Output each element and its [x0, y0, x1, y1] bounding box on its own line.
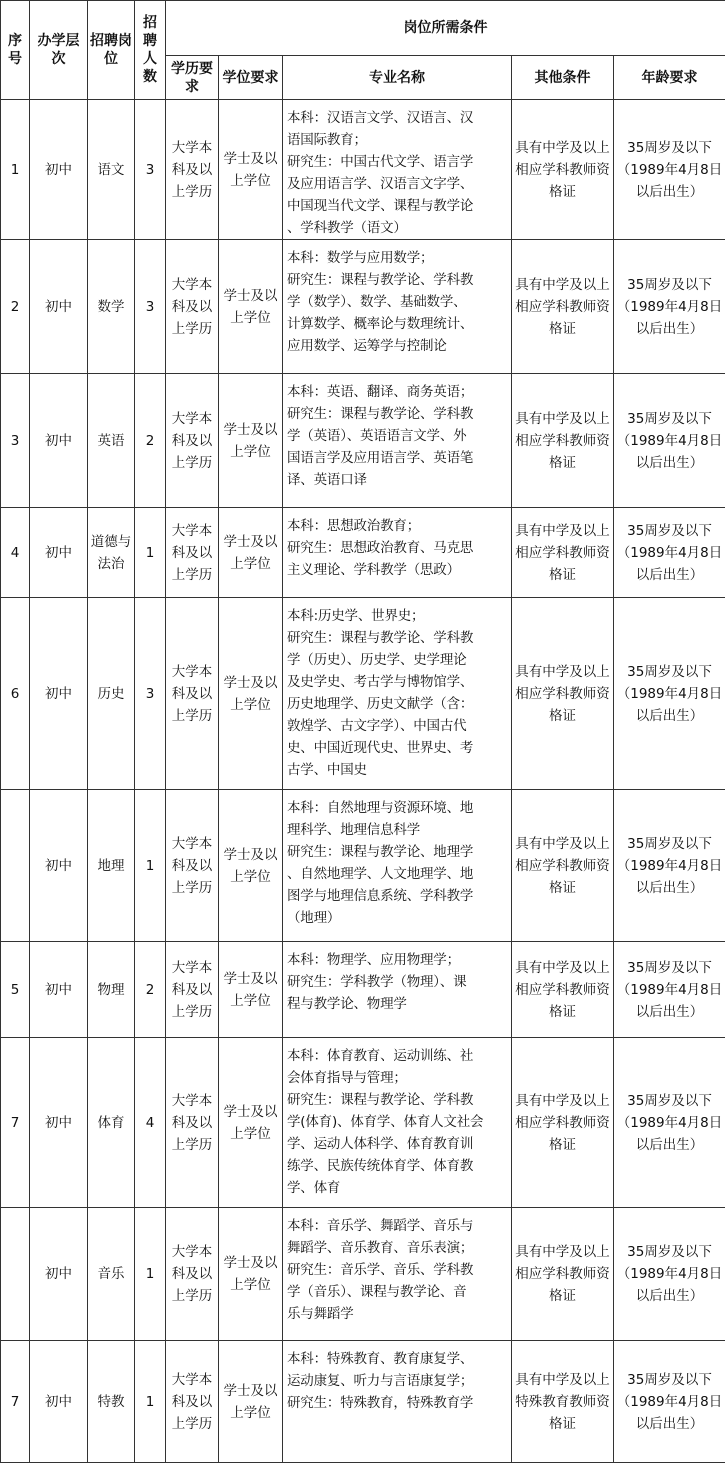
major-line: 研究生：特殊教育，特殊教育学 — [287, 1395, 474, 1411]
major-line: 史、中国近现代史、世界史、考 — [287, 740, 474, 756]
major-line: 本科：自然地理与资源环境、地 — [287, 800, 474, 816]
cell-seq: 2 — [1, 240, 30, 374]
cell-major — [283, 374, 512, 508]
major-line: 练学、民族传统体育学、体育教 — [287, 1158, 474, 1174]
major-line: 本科：音乐学、舞蹈学、音乐与 — [287, 1218, 474, 1234]
major-line: 应用数学、运筹学与控制论 — [287, 338, 447, 354]
cell-other: 具有中学及以上相应学科教师资格证 — [512, 942, 614, 1038]
cell-age: 35周岁及以下（1989年4月8日以后出生） — [614, 790, 725, 942]
cell-seq — [1, 1208, 30, 1341]
cell-count: 3 — [135, 100, 166, 240]
header-major: 专业名称 — [283, 56, 512, 100]
cell-degree: 学士及以上学位 — [219, 942, 283, 1038]
cell-seq: 7 — [1, 1341, 30, 1463]
cell-edu: 大学本科及以上学历 — [166, 240, 219, 374]
major-line: 舞蹈学、音乐教育、音乐表演； — [287, 1240, 474, 1256]
major-line: 本科：英语、翻译、商务英语； — [287, 384, 474, 400]
cell-edu: 大学本科及以上学历 — [166, 100, 219, 240]
cell-age: 35周岁及以下（1989年4月8日以后出生） — [614, 942, 725, 1038]
cell-age: 35周岁及以下（1989年4月8日以后出生） — [614, 100, 725, 240]
major-line: 主义理论、学科教学（思政） — [287, 562, 460, 578]
cell-level: 初中 — [30, 240, 88, 374]
major-line: 、自然地理学、人文地理学、地 — [287, 866, 474, 882]
major-line: 乐与舞蹈学 — [287, 1306, 354, 1322]
header-edu: 学历要求 — [166, 56, 219, 100]
major-line: 研究生：课程与教学论、学科教 — [287, 406, 474, 422]
major-line: 学（英语）、英语语言文学、外 — [287, 428, 467, 444]
cell-other: 具有中学及以上相应学科教师资格证 — [512, 508, 614, 598]
header-age: 年龄要求 — [614, 56, 725, 100]
major-line: 本科：数学与应用数学； — [287, 250, 434, 266]
cell-level: 初中 — [30, 100, 88, 240]
header-degree: 学位要求 — [219, 56, 283, 100]
table-header — [1, 1, 725, 100]
major-line: 学（历史）、历史学、史学理论 — [287, 652, 467, 668]
header-post: 招聘岗位 — [88, 1, 135, 100]
major-line: 研究生：课程与教学论、学科教 — [287, 272, 474, 288]
cell-count: 2 — [135, 942, 166, 1038]
major-line: 研究生：思想政治教育、马克思 — [287, 540, 474, 556]
cell-degree: 学士及以上学位 — [219, 790, 283, 942]
major-line: 研究生：课程与教学论、学科教 — [287, 630, 474, 646]
cell-level: 初中 — [30, 374, 88, 508]
cell-post: 道德与法治 — [88, 508, 135, 598]
major-line: 历史地理学、历史文献学（含： — [287, 696, 474, 712]
major-line: 会体育指导与管理； — [287, 1070, 407, 1086]
cell-major — [283, 240, 512, 374]
header-level: 办学层次 — [30, 1, 88, 100]
cell-age: 35周岁及以下（1989年4月8日以后出生） — [614, 1208, 725, 1341]
table-row — [1, 790, 725, 942]
table-body — [1, 100, 725, 1463]
cell-seq: 6 — [1, 598, 30, 790]
major-line: 研究生：课程与教学论、学科教 — [287, 1092, 474, 1108]
cell-edu: 大学本科及以上学历 — [166, 508, 219, 598]
cell-other: 具有中学及以上相应学科教师资格证 — [512, 100, 614, 240]
major-line: 运动康复、听力与言语康复学； — [287, 1373, 474, 1389]
cell-other: 具有中学及以上相应学科教师资格证 — [512, 598, 614, 790]
table-row — [1, 100, 725, 240]
cell-major — [283, 1208, 512, 1341]
cell-major — [283, 942, 512, 1038]
major-line: 古学、中国史 — [287, 762, 367, 778]
cell-edu: 大学本科及以上学历 — [166, 790, 219, 942]
cell-degree: 学士及以上学位 — [219, 598, 283, 790]
major-line: 语国际教育； — [287, 132, 367, 148]
cell-other: 具有中学及以上相应学科教师资格证 — [512, 1038, 614, 1208]
cell-age: 35周岁及以下（1989年4月8日以后出生） — [614, 240, 725, 374]
table-row — [1, 1038, 725, 1208]
cell-degree: 学士及以上学位 — [219, 374, 283, 508]
cell-count: 3 — [135, 598, 166, 790]
major-line: 学（数学）、数学、基础数学、 — [287, 294, 467, 310]
major-line: 学（音乐）、课程与教学论、音 — [287, 1284, 467, 1300]
cell-count: 2 — [135, 374, 166, 508]
cell-post: 语文 — [88, 100, 135, 240]
cell-seq: 1 — [1, 100, 30, 240]
table-row — [1, 508, 725, 598]
table-row — [1, 942, 725, 1038]
cell-post: 数学 — [88, 240, 135, 374]
header-conditions: 岗位所需条件 — [166, 1, 725, 56]
cell-major — [283, 1341, 512, 1463]
cell-level: 初中 — [30, 942, 88, 1038]
cell-post: 音乐 — [88, 1208, 135, 1341]
major-line: 学(体育)、体育学、体育人文社会 — [287, 1114, 484, 1130]
cell-seq — [1, 790, 30, 942]
cell-count: 1 — [135, 790, 166, 942]
major-line: 本科：特殊教育、教育康复学、 — [287, 1351, 474, 1367]
major-line: （地理） — [287, 910, 341, 926]
cell-edu: 大学本科及以上学历 — [166, 1038, 219, 1208]
cell-edu: 大学本科及以上学历 — [166, 942, 219, 1038]
major-line: 本科：物理学、应用物理学； — [287, 952, 460, 968]
cell-major — [283, 100, 512, 240]
cell-count: 4 — [135, 1038, 166, 1208]
major-line: 计算数学、概率论与数理统计、 — [287, 316, 474, 332]
cell-age: 35周岁及以下（1989年4月8日以后出生） — [614, 598, 725, 790]
major-line: 本科：汉语言文学、汉语言、汉 — [287, 110, 474, 126]
cell-degree: 学士及以上学位 — [219, 1038, 283, 1208]
cell-level: 初中 — [30, 598, 88, 790]
major-line: 研究生：课程与教学论、地理学 — [287, 844, 474, 860]
cell-level: 初中 — [30, 1208, 88, 1341]
cell-level: 初中 — [30, 1038, 88, 1208]
cell-age: 35周岁及以下（1989年4月8日以后出生） — [614, 1341, 725, 1463]
cell-count: 1 — [135, 1341, 166, 1463]
cell-degree: 学士及以上学位 — [219, 508, 283, 598]
cell-count: 3 — [135, 240, 166, 374]
major-line: 及史学史、考古学与博物馆学、 — [287, 674, 474, 690]
cell-level: 初中 — [30, 1341, 88, 1463]
cell-age: 35周岁及以下（1989年4月8日以后出生） — [614, 1038, 725, 1208]
cell-count: 1 — [135, 1208, 166, 1341]
cell-major — [283, 598, 512, 790]
table-row — [1, 374, 725, 508]
major-line: 程与教学论、物理学 — [287, 996, 407, 1012]
major-line: 研究生：中国古代文学、语言学 — [287, 154, 474, 170]
table-row — [1, 598, 725, 790]
major-line: 本科:历史学、世界史； — [287, 608, 425, 624]
major-line: 学、运动人体科学、体育教育训 — [287, 1136, 474, 1152]
cell-other: 具有中学及以上相应学科教师资格证 — [512, 1208, 614, 1341]
cell-post: 地理 — [88, 790, 135, 942]
cell-post: 特教 — [88, 1341, 135, 1463]
table-row — [1, 1208, 725, 1341]
header-other: 其他条件 — [512, 56, 614, 100]
cell-level: 初中 — [30, 790, 88, 942]
cell-edu: 大学本科及以上学历 — [166, 598, 219, 790]
cell-edu: 大学本科及以上学历 — [166, 374, 219, 508]
major-line: 中国现当代文学、课程与教学论 — [287, 198, 474, 214]
cell-edu: 大学本科及以上学历 — [166, 1341, 219, 1463]
cell-degree: 学士及以上学位 — [219, 240, 283, 374]
cell-other: 具有中学及以上特殊教育教师资格证 — [512, 1341, 614, 1463]
major-line: 、学科教学（语文） — [287, 220, 407, 236]
cell-level: 初中 — [30, 508, 88, 598]
cell-major — [283, 1038, 512, 1208]
cell-seq: 7 — [1, 1038, 30, 1208]
cell-seq: 3 — [1, 374, 30, 508]
table-row — [1, 240, 725, 374]
header-seq: 序号 — [1, 1, 30, 100]
cell-post: 历史 — [88, 598, 135, 790]
major-line: 译、英语口译 — [287, 472, 367, 488]
cell-major — [283, 508, 512, 598]
header-count: 招聘人数 — [135, 1, 166, 100]
cell-degree: 学士及以上学位 — [219, 100, 283, 240]
major-line: 学、体育 — [287, 1180, 341, 1196]
cell-seq: 4 — [1, 508, 30, 598]
cell-age: 35周岁及以下（1989年4月8日以后出生） — [614, 508, 725, 598]
table-row — [1, 1341, 725, 1463]
major-line: 图学与地理信息系统、学科教学 — [287, 888, 474, 904]
major-line: 研究生：音乐学、音乐、学科教 — [287, 1262, 474, 1278]
cell-other: 具有中学及以上相应学科教师资格证 — [512, 374, 614, 508]
cell-major — [283, 790, 512, 942]
cell-other: 具有中学及以上相应学科教师资格证 — [512, 790, 614, 942]
cell-post: 英语 — [88, 374, 135, 508]
major-line: 敦煌学、古文字学）、中国古代 — [287, 718, 467, 734]
major-line: 及应用语言学、汉语言文字学、 — [287, 176, 474, 192]
cell-post: 物理 — [88, 942, 135, 1038]
cell-age: 35周岁及以下（1989年4月8日以后出生） — [614, 374, 725, 508]
cell-post: 体育 — [88, 1038, 135, 1208]
major-line: 国语言学及应用语言学、英语笔 — [287, 450, 474, 466]
cell-degree: 学士及以上学位 — [219, 1208, 283, 1341]
cell-count: 1 — [135, 508, 166, 598]
major-line: 本科：思想政治教育； — [287, 518, 420, 534]
cell-seq: 5 — [1, 942, 30, 1038]
major-line: 研究生：学科教学（物理）、课 — [287, 974, 467, 990]
major-line: 本科：体育教育、运动训练、社 — [287, 1048, 474, 1064]
cell-edu: 大学本科及以上学历 — [166, 1208, 219, 1341]
cell-degree: 学士及以上学位 — [219, 1341, 283, 1463]
cell-other: 具有中学及以上相应学科教师资格证 — [512, 240, 614, 374]
major-line: 理科学、地理信息科学 — [287, 822, 420, 838]
